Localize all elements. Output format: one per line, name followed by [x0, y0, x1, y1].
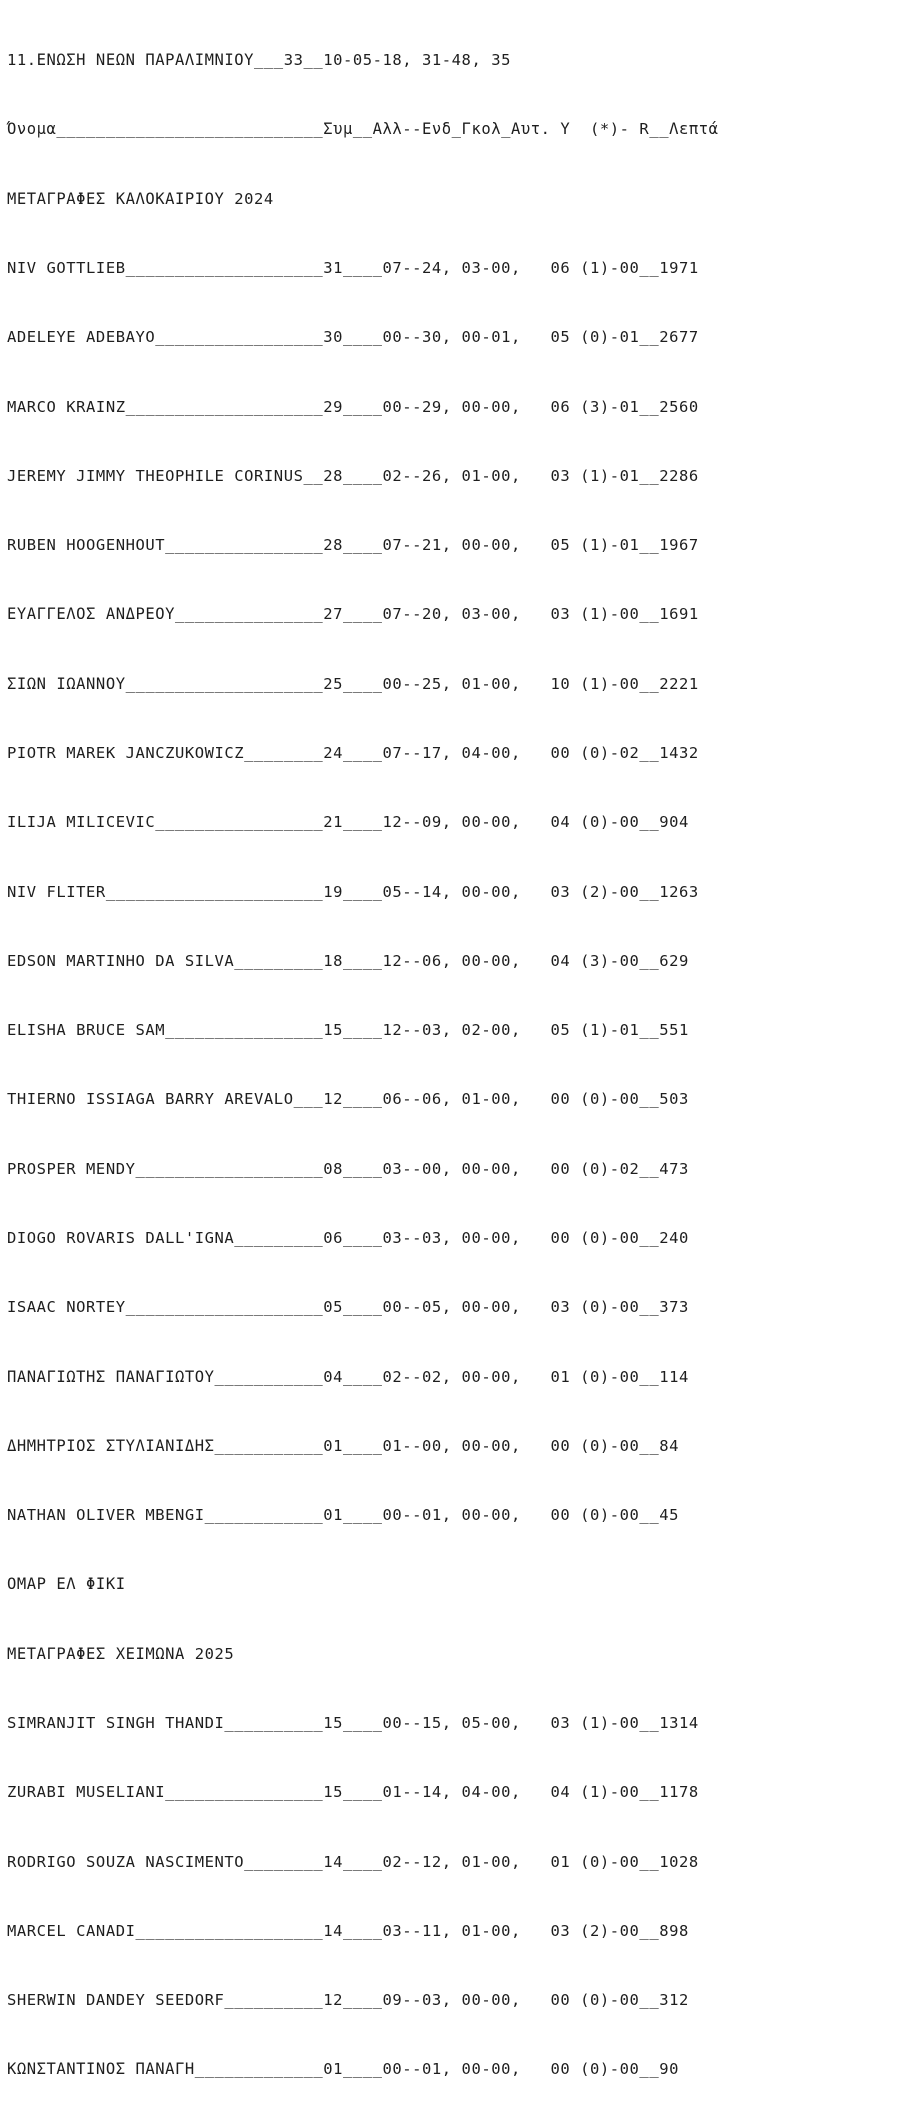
player-row: PIOTR MAREK JANCZUKOWICZ________24____07--17, 04-00, 00 (0)-02__1432 [7, 744, 699, 762]
player-row: ΔΗΜΗΤΡΙΟΣ ΣΤΥΛΙΑΝΙΔΗΣ___________01____01--00, 00-00, 00 (0)-00__84 [7, 1436, 679, 1455]
player-row: MARCEL CANADI___________________14____03--11, 01-00, 03 (2)-00__898 [7, 1921, 689, 1940]
player-row: NATHAN OLIVER MBENGI____________01____00--01, 00-00, 00 (0)-00__45 [7, 1506, 679, 1525]
player-row: DIOGO ROVARIS DALL'IGNA_________06____03--03, 00-00, 00 (0)-00__240 [7, 1228, 689, 1247]
player-row: ΠΑΝΑΓΙΩΤΗΣ ΠΑΝΑΓΙΩΤΟΥ___________04____02--02, 00-00, 01 (0)-00__114 [7, 1367, 689, 1386]
column-header-line: Όνομα___________________________Συμ__Αλλ--Ενδ_Γκολ_Αυτ. Υ (*)- R__Λεπτά [7, 120, 719, 139]
player-row: SIMRANJIT SINGH THANDI__________15____00--15, 05-00, 03 (1)-00__1314 [7, 1713, 699, 1732]
section-heading-summer-2024: ΜΕΤΑΓΡΑΦΕΣ ΚΑΛΟΚΑΙΡΙΟΥ 2024 [7, 189, 274, 208]
team-header-line: 11.ΕΝΩΣΗ ΝΕΩΝ ΠΑΡΑΛΙΜΝΙΟΥ___33__10-05-18, 31-48, 35 [7, 51, 511, 70]
player-row: ILIJA MILICEVIC_________________21____12--09, 00-00, 04 (0)-00__904 [7, 813, 689, 832]
player-row: RODRIGO SOUZA NASCIMENTO________14____02--12, 01-00, 01 (0)-00__1028 [7, 1852, 699, 1871]
player-row: ELISHA BRUCE SAM________________15____12--03, 02-00, 05 (1)-01__551 [7, 1021, 689, 1040]
player-row: SHERWIN DANDEY SEEDORF__________12____09--03, 00-00, 00 (0)-00__312 [7, 1991, 689, 2010]
player-row: ISAAC NORTEY____________________05____00--05, 00-00, 03 (0)-00__373 [7, 1298, 689, 1317]
player-row: THIERNO ISSIAGA BARRY AREVALO___12____06--06, 01-00, 00 (0)-00__503 [7, 1090, 689, 1109]
player-row: ADELEYE ADEBAYO_________________30____00--30, 00-01, 05 (0)-01__2677 [7, 328, 699, 347]
player-row: PROSPER MENDY___________________08____03--00, 00-00, 00 (0)-02__473 [7, 1159, 689, 1178]
player-row: NIV FLITER______________________19____05--14, 00-00, 03 (2)-00__1263 [7, 882, 699, 901]
player-row: ΕΥΑΓΓΕΛΟΣ ΑΝΔΡΕΟΥ_______________27____07--20, 03-00, 03 (1)-00__1691 [7, 605, 699, 624]
player-row: NIV GOTTLIEB____________________31____07--24, 03-00, 06 (1)-00__1971 [7, 259, 699, 278]
player-row: ZURABI MUSELIANI________________15____01--14, 04-00, 04 (1)-00__1178 [7, 1783, 699, 1802]
section-heading-winter-2025: ΜΕΤΑΓΡΑΦΕΣ ΧΕΙΜΩΝΑ 2025 [7, 1644, 235, 1663]
player-row: ΟΜΑΡ ΕΛ ΦΙΚΙ [7, 1575, 126, 1594]
player-row: RUBEN HOOGENHOUT________________28____07--21, 00-00, 05 (1)-01__1967 [7, 536, 699, 555]
player-row: EDSON MARTINHO DA SILVA_________18____12--06, 00-00, 04 (3)-00__629 [7, 951, 689, 970]
player-row: JEREMY JIMMY THEOPHILE CORINUS__28____02--26, 01-00, 03 (1)-01__2286 [7, 466, 699, 485]
player-row: ΣΙΩΝ ΙΩΑΝΝΟΥ____________________25____00--25, 01-00, 10 (1)-00__2221 [7, 674, 699, 693]
player-row: MARCO KRAINZ____________________29____00--29, 00-00, 06 (3)-01__2560 [7, 397, 699, 416]
player-row: ΚΩΝΣΤΑΝΤΙΝΟΣ ΠΑΝΑΓΗ_____________01____00--01, 00-00, 00 (0)-00__90 [7, 2060, 679, 2079]
